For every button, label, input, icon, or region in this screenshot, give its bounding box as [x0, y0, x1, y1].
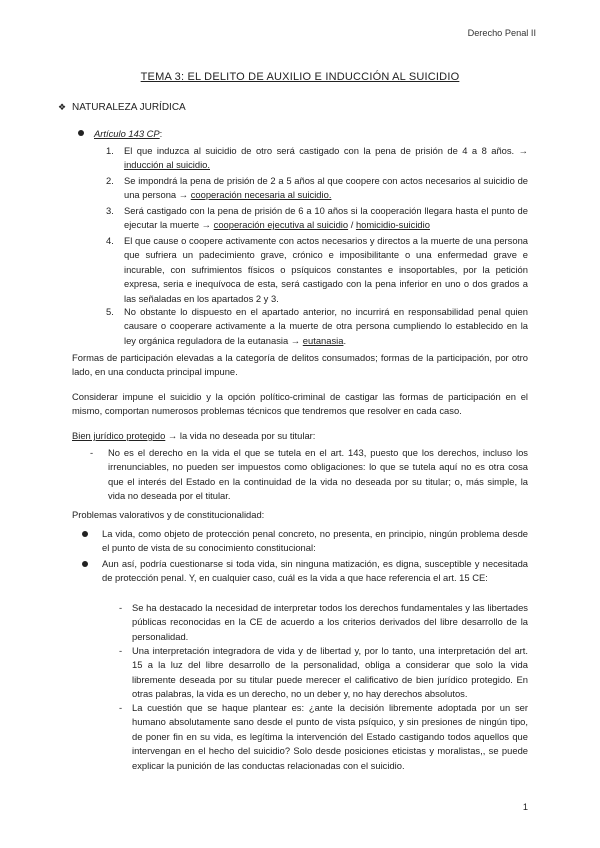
item-concept-alt: homicidio-suicidio — [355, 219, 430, 231]
list-item — [124, 174, 528, 203]
paragraph-participation: Formas de participación elevadas a la categoría de delitos consumados; formas de la participación, por otro lado, en una conducta principal impune. — [72, 352, 528, 378]
item-text: No obstante lo dispuesto en el apartado anterior, no incurrirá en responsabilidad penal quien causare o cooperare activamente a la muerte de otra persona cumpliendo lo establecido en la ley orgánica reguladora de la eutanasia → — [124, 306, 528, 346]
title-rest: : EL DELITO DE AUXILIO E INDUCCIÓN AL SUICIDIO — [180, 71, 460, 83]
dash-bullet-icon: - — [119, 702, 123, 713]
title-prefix: TEMA 3 — [140, 71, 181, 83]
document-header: Derecho Penal II — [467, 28, 536, 38]
page-title — [0, 70, 600, 84]
bullet-icon — [82, 531, 88, 537]
item-text: Se impondrá la pena de prisión de 2 a 5 años al que coopere con actos necesarios al suicidio de una persona → — [124, 175, 528, 201]
diamond-bullet-icon: ❖ — [58, 102, 67, 112]
article-line — [78, 127, 162, 141]
problem-bullet: Aun así, podría cuestionarse si toda vida, sin ninguna matización, es digna, susceptible y necesitada de protección penal. Y, en cualquier caso, cuál es la vida a que hace referencia el art. 15 CE: — [102, 558, 528, 584]
problem-bullet: La vida, como objeto de protección penal concreto, no presenta, en principio, ningún problema desde el punto de vista de su conocimiento constitucional: — [102, 528, 528, 554]
dash-bullet-icon: - — [119, 645, 123, 656]
article-label: Artículo 143 CP — [94, 128, 160, 139]
item-number: 3. — [106, 205, 114, 216]
item-text: El que cause o coopere activamente con actos necesarios y directos a la muerte de una persona que sufriera un padecimiento grave, crónico e imposibilitante o una enfermedad grave e incurable, con sufrimientos físicos o psíquicos constantes e insoportables, por la petición expresa, seria e inequívoca de esta, será castigado con la pena inferior en uno o dos grados a las señaladas en los apartados 2 y 3. — [124, 235, 528, 304]
item-concept: cooperación necesaria al suicidio. — [190, 189, 332, 201]
item-number: 1. — [106, 145, 114, 156]
section-label: NATURALEZA JURÍDICA — [72, 102, 186, 113]
sub-point: Una interpretación integradora de vida y de libertad y, por lo tanto, una interpretación del art. 15 a la luz del libre desarrollo de la personalidad, obliga a considerar que solo la vida libremente deseada por su titular puede merecer el calificativo de bien jurídico protegido. En otras palabras, la vida es un derecho, no un deber y, no hay derechos absolutos. — [132, 645, 528, 700]
list-item — [124, 234, 528, 306]
dash-bullet-icon: - — [90, 447, 94, 458]
bullet-icon — [78, 130, 84, 136]
item-tail: . — [343, 334, 347, 346]
article-colon: : — [159, 128, 163, 139]
protected-good-text: → la vida no deseada por su titular: — [165, 430, 316, 441]
item-number: 2. — [106, 175, 114, 186]
item-number: 4. — [106, 235, 114, 246]
paragraph-impunity: Considerar impune el suicidio y la opción político-criminal de castigar las formas de participación en el mismo, comportan numerosos problemas técnicos que tendremos que resolver en cada caso. — [72, 391, 528, 417]
protected-good-label: Bien jurídico protegido — [72, 430, 166, 441]
item-number: 5. — [106, 306, 114, 317]
list-item — [124, 144, 528, 173]
section-heading — [58, 100, 186, 115]
item-concept: eutanasia — [302, 334, 344, 346]
item-text: El que induzca al suicidio de otro será castigado con la pena de prisión de 4 a 8 años. → — [124, 145, 528, 156]
list-item — [124, 305, 528, 348]
dash-bullet-icon: - — [119, 602, 123, 613]
protected-good-explanation: No es el derecho en la vida el que se tutela en el art. 143, puesto que los derechos, incluso los irrenunciables, no pueden ser impuestos como obligaciones: lo que se tutela aquí no es otra cosa que el interés del Estado en la continuidad de la vida no deseada por su titular; o, más simple, la vida no deseada por el titular. — [108, 447, 528, 502]
sub-point: La cuestión que se haque plantear es: ¿ante la decisión libremente adoptada por un ser humano absolutamente sano desde el punto de vista psíquico, y sin presiones de ningún tipo, de poner fin en su vida, es legítima la intervención del Estado castigando todos aquellos que intervengan en el hecho del suicidio? Solo desde posiciones eticistas y moralistas,, se puede explicar la punición de las conductas relacionadas con el suicidio. — [132, 702, 528, 771]
problems-heading: Problemas valorativos y de constitucionalidad: — [72, 509, 265, 520]
item-separator: / — [348, 219, 356, 231]
sub-point: Se ha destacado la necesidad de interpretar todos los derechos fundamentales y las libertades públicas reconocidas en la CE de acuerdo a los criterios derivados del libre desarrollo de la personalidad. — [132, 602, 528, 642]
list-item — [124, 204, 528, 233]
item-text: Será castigado con la pena de prisión de 6 a 10 años si la cooperación llegara hasta el punto de ejecutar la muerte → — [124, 205, 528, 231]
bullet-icon — [82, 561, 88, 567]
item-concept: cooperación ejecutiva al suicidio — [213, 219, 349, 231]
protected-good-line — [72, 429, 528, 443]
page-number: 1 — [522, 802, 528, 812]
item-concept: inducción al suicidio. — [124, 159, 210, 171]
